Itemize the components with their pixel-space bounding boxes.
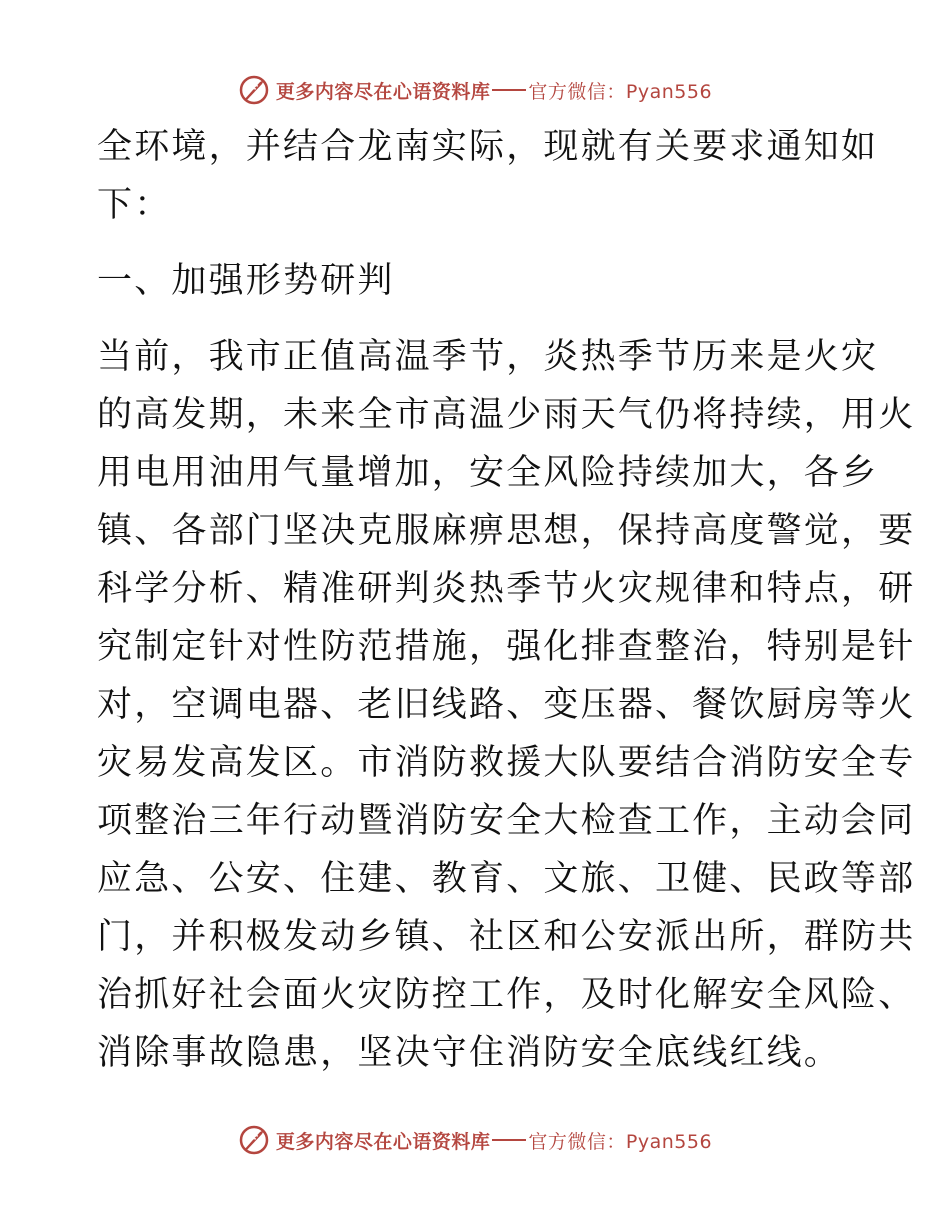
section-heading: 一、加强形势研判 [97, 261, 395, 301]
body-line: 当前，我市正值高温季节，炎热季节历来是火灾 [97, 337, 879, 377]
banner-main-text: 更多内容尽在心语资料库 [275, 1130, 491, 1153]
quill-pen-logo-icon [238, 74, 270, 106]
body-line: 治抓好社会面火灾防控工作，及时化解安全风险、 [97, 975, 916, 1015]
header-watermark-banner [0, 70, 950, 110]
quill-pen-logo-icon [238, 1124, 270, 1156]
body-line: 镇、各部门坚决克服麻痹思想，保持高度警觉，要 [97, 511, 916, 551]
banner-dash-divider [492, 89, 526, 91]
banner-sub-text: 官方微信：Pyan556 [528, 1130, 713, 1153]
banner-sub-text: 官方微信：Pyan556 [528, 80, 713, 103]
banner-main-text: 更多内容尽在心语资料库 [275, 80, 491, 103]
body-line: 究制定针对性防范措施，强化排查整治，特别是针 [97, 627, 916, 667]
body-line: 用电用油用气量增加，安全风险持续加大，各乡 [97, 453, 879, 493]
body-line: 灾易发高发区。市消防救援大队要结合消防安全专 [97, 743, 916, 783]
document-body [97, 118, 916, 1082]
intro-line: 下： [97, 185, 172, 225]
banner-dash-divider [492, 1139, 526, 1141]
body-line: 消除事故隐患，坚决守住消防安全底线红线。 [97, 1033, 842, 1073]
body-line: 门，并积极发动乡镇、社区和公安派出所，群防共 [97, 917, 916, 957]
body-line: 的高发期，未来全市高温少雨天气仍将持续，用火 [97, 395, 916, 435]
body-line: 科学分析、精准研判炎热季节火灾规律和特点，研 [97, 569, 916, 609]
body-line: 应急、公安、住建、教育、文旅、卫健、民政等部 [97, 859, 916, 899]
body-line: 对，空调电器、老旧线路、变压器、餐饮厨房等火 [97, 685, 916, 725]
footer-watermark-banner [0, 1120, 950, 1160]
intro-line: 全环境，并结合龙南实际，现就有关要求通知如 [97, 127, 879, 167]
body-line: 项整治三年行动暨消防安全大检查工作，主动会同 [97, 801, 916, 841]
